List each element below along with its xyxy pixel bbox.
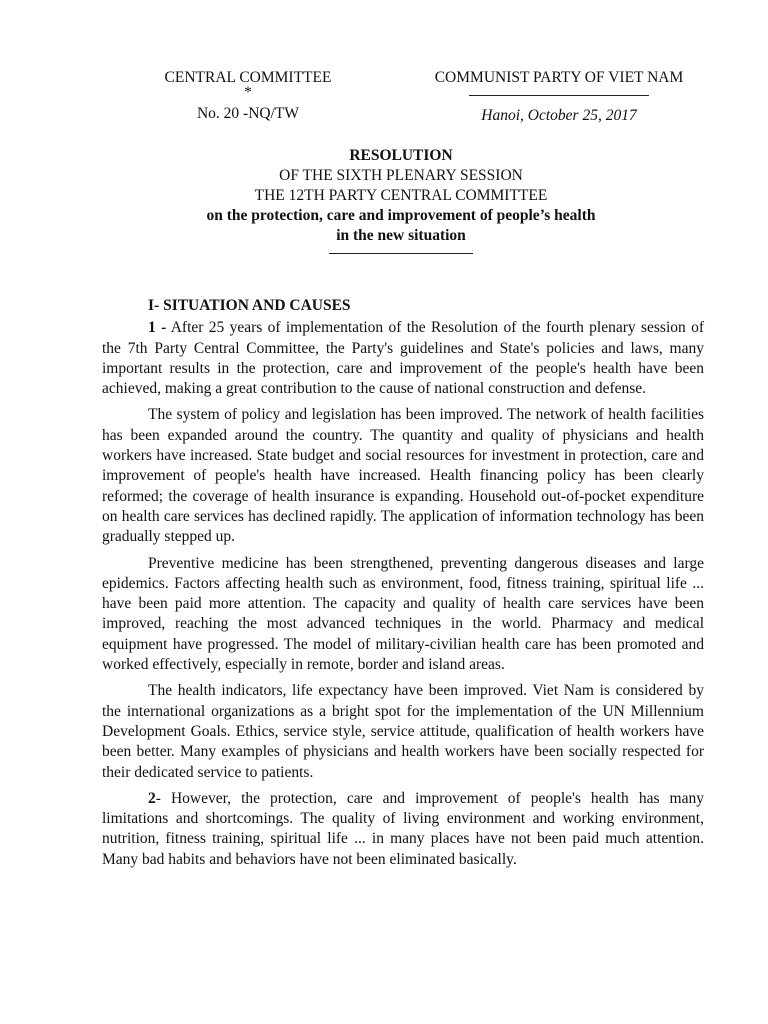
issue-date: Hanoi, October 25, 2017 <box>481 107 637 124</box>
paragraph <box>102 681 704 782</box>
issuing-body: CENTRAL COMMITTEE <box>164 69 332 86</box>
paragraph <box>102 318 704 399</box>
paragraph <box>102 405 704 547</box>
header-right <box>414 68 704 126</box>
paragraph-lead: 1 - <box>148 319 167 337</box>
paragraph-text: The health indicators, life expectancy have been improved. Viet Nam is considered by the international organizations as a bright spot for the implementation of the UN Millennium Development Goals. Ethics, service style, service attitude, qualification of health workers have been better. Many examples of physicians and health workers have been socially respected for their dedicated service to patients. <box>102 682 704 781</box>
title-divider <box>329 253 473 254</box>
paragraph-text: The system of policy and legislation has been improved. The network of health facilities has been expanded around the country. The quantity and quality of physicians and health workers have increased. State budget and social resources for investment in protection, care and improvement of people's health have increased. Health financing policy has been clearly reformed; the coverage of health insurance is expanding. Household out-of-pocket expenditure on health care services has declined rapidly. The application of information technology has been gradually stepped up. <box>102 406 704 546</box>
document-body <box>102 296 704 876</box>
paragraph-lead: 2 <box>148 789 156 807</box>
paragraph-text: After 25 years of implementation of the Resolution of the fourth plenary session of the 7th Party Central Committee, the Party's guidelines and State's policies and laws, many important results in the protection, care and improvement of the people's health have been achieved, making a great contribution to the cause of national construction and defense. <box>102 319 704 398</box>
resolution-number: No. 20 -NQ/TW <box>196 105 300 122</box>
title-session: OF THE SIXTH PLENARY SESSION <box>279 167 523 184</box>
paragraph <box>102 789 704 870</box>
header-left <box>150 68 346 124</box>
paragraph-text: - However, the protection, care and improvement of people's health has many limitations and shortcomings. The quality of living environment and working environment, nutrition, fitness training, spiritual life ... in many places have not been paid much attention. Many bad habits and behaviors have not been eliminated basically. <box>102 789 704 868</box>
title-subject-cont: in the new situation <box>336 227 466 244</box>
title-resolution: RESOLUTION <box>349 147 453 164</box>
paragraph <box>102 554 704 676</box>
header-divider <box>469 95 649 96</box>
section-heading: I- SITUATION AND CAUSES <box>148 297 351 314</box>
party-name: COMMUNIST PARTY OF VIET NAM <box>434 69 684 86</box>
paragraph-text: Preventive medicine has been strengthened, preventing dangerous diseases and large epidemics. Factors affecting health such as environment, food, fitness training, spiritual life ... have been paid more attention. The capacity and quality of health care services have been improved, reaching the most advanced techniques in the world. Pharmacy and medical equipment have progressed. The model of military-civilian health care has been promoted and worked effectively, especially in remote, border and island areas. <box>102 554 704 674</box>
title-committee: THE 12TH PARTY CENTRAL COMMITTEE <box>254 187 548 204</box>
title-subject: on the protection, care and improvement of people’s health <box>206 207 596 224</box>
header-star: * <box>244 84 252 101</box>
document-title <box>100 146 702 254</box>
